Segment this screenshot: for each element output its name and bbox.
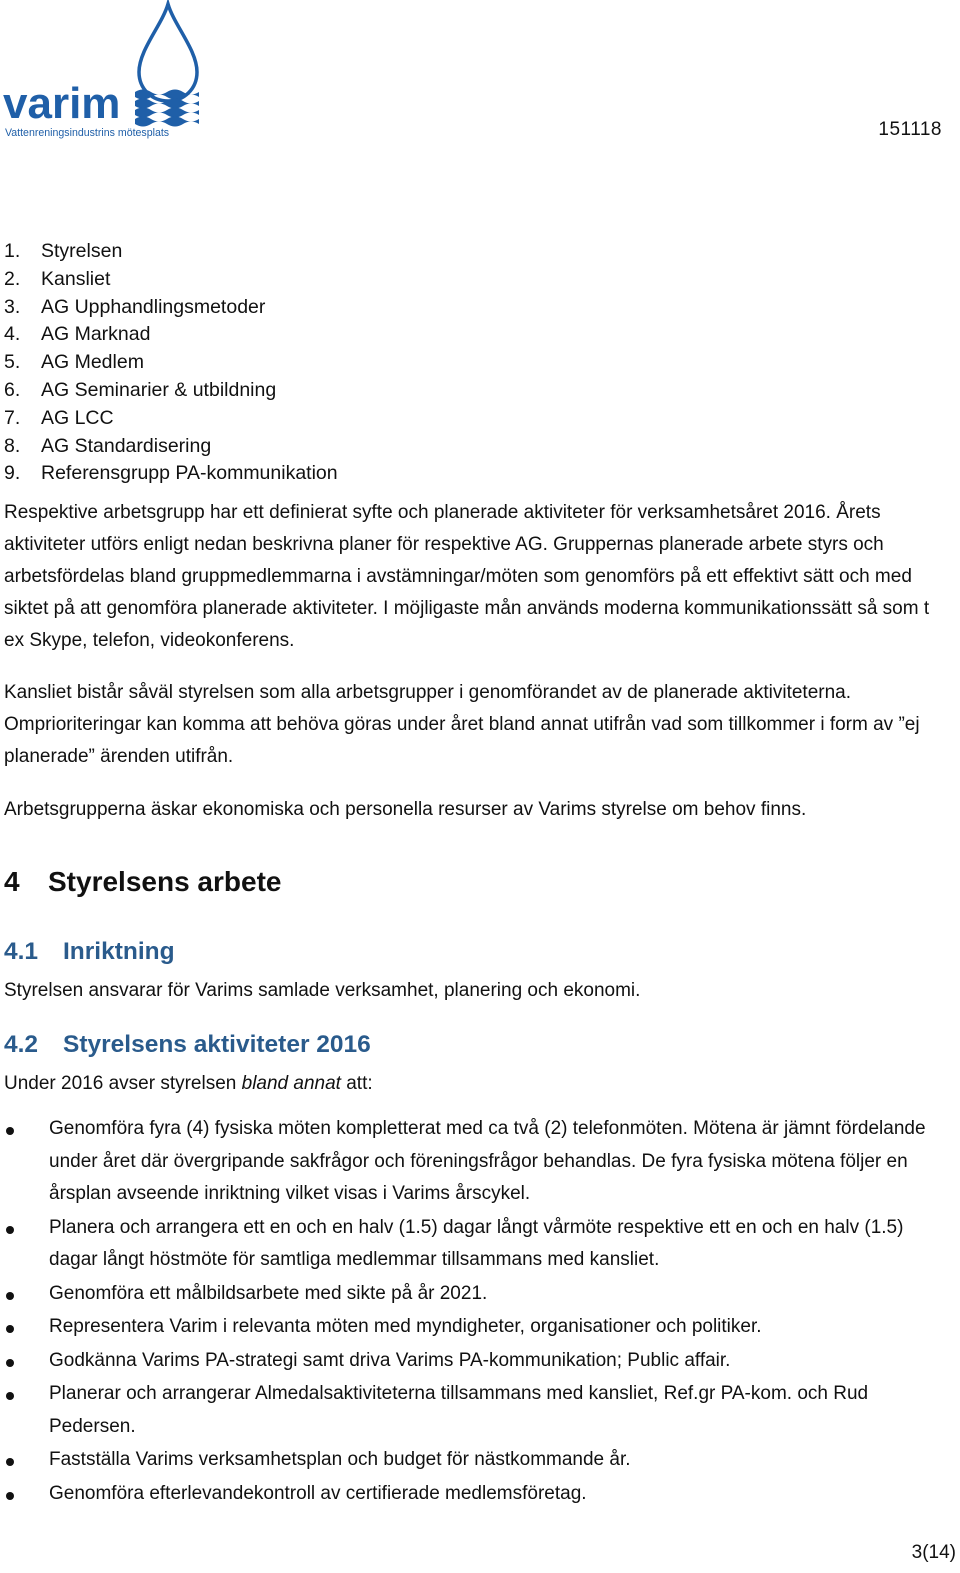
list-item: 1. Styrelsen: [4, 240, 123, 262]
varim-logo: [2, 0, 202, 142]
bullet-icon: [6, 1359, 14, 1367]
paragraph-workgroups: Respektive arbetsgrupp har ett definierat syfte och planerade aktiviteter för verksamhetsåret 2016. Årets aktiviteter utförs enligt nedan beskrivna planer för respektive AG. Gruppernas planerade arbete styrs och arbetsfördelas bland gruppmedlemmarna i avstämningar/möten som genomförs på ett effektivt sätt och med siktet på att genomföra planerade aktiviteter. I möjligaste mån används moderna kommunikationssätt så som t ex Skype, telefon, videokonferens.: [4, 502, 930, 651]
list-item: Planerar och arrangerar Almedalsaktiviteterna tillsammans med kansliet, Ref.gr PA-kom. och Rud Pedersen.: [4, 1378, 954, 1443]
document-number: 151118: [878, 119, 942, 140]
list-item: Genomföra fyra (4) fysiska möten kompletterat med ca två (2) telefonmöten. Mötena är jämnt fördelande under året där övergripande sakfrågor och föreningsfrågor behandlas. De fyra fysiska mötena följer en årsplan avseende inriktning vilket visas i Varims årscykel.: [4, 1113, 954, 1211]
section-heading-4-1: 4.1 Inriktning: [4, 938, 175, 965]
list-item: 8. AG Standardisering: [4, 434, 212, 457]
activities-bullet-list: [4, 1113, 954, 1511]
bullet-icon: [6, 1458, 14, 1466]
bullet-icon: [6, 1292, 14, 1300]
bullet-icon: [6, 1492, 14, 1500]
list-item: 4. AG Marknad: [4, 323, 151, 346]
paragraph-kansliet: Kansliet bistår såväl styrelsen som alla arbetsgrupper i genomförandet av de planerade aktiviteterna. Omprioriteringar kan komma att behöva göras under året bland annat utifrån vad som tillkommer i form av ”ej planerade” ärenden utifrån.: [4, 682, 920, 767]
bullet-icon: [6, 1226, 14, 1234]
bullet-icon: [6, 1392, 14, 1400]
paragraph-intro: Under 2016 avser styrelsen bland annat att:: [4, 1073, 373, 1094]
logo-tagline: Vattenreningsindustrins mötesplats: [5, 127, 170, 139]
list-item: Genomföra efterlevandekontroll av certifierade medlemsföretag.: [4, 1478, 954, 1511]
list-item: 6. AG Seminarier & utbildning: [4, 378, 277, 401]
logo-wordmark: varim: [3, 79, 121, 128]
list-item: 9. Referensgrupp PA-kommunikation: [4, 462, 338, 485]
list-item: 5. AG Medlem: [4, 351, 144, 374]
section-heading-4: 4 Styrelsens arbete: [4, 866, 282, 897]
list-item: 2. Kansliet: [4, 267, 111, 290]
paragraph-resources: Arbetsgrupperna äskar ekonomiska och personella resurser av Varims styrelse om behov finns.: [4, 799, 807, 820]
bullet-icon: [6, 1127, 14, 1135]
section-heading-4-2: 4.2 Styrelsens aktiviteter 2016: [4, 1031, 371, 1058]
water-drop-logo-icon: [2, 0, 202, 142]
bullet-icon: [6, 1325, 14, 1333]
list-item: Representera Varim i relevanta möten med myndigheter, organisationer och politiker.: [4, 1311, 954, 1344]
list-item: Fastställa Varims verksamhetsplan och budget för nästkommande år.: [4, 1444, 954, 1477]
list-item: 7. AG LCC: [4, 406, 114, 429]
list-item: Genomföra ett målbildsarbete med sikte på år 2021.: [4, 1278, 954, 1311]
page-number: 3(14): [911, 1542, 956, 1563]
list-item: Planera och arrangera ett en och en halv (1.5) dagar långt vårmöte respektive ett en och en halv (1.5) dagar långt höstmöte för samtliga medlemmar tillsammans med kansliet.: [4, 1212, 954, 1277]
working-groups-list: [4, 238, 338, 488]
list-item: Godkänna Varims PA-strategi samt driva Varims PA-kommunikation; Public affair.: [4, 1345, 954, 1378]
list-item: 3. AG Upphandlingsmetoder: [4, 295, 266, 318]
paragraph-inriktning: Styrelsen ansvarar för Varims samlade verksamhet, planering och ekonomi.: [4, 980, 641, 1001]
